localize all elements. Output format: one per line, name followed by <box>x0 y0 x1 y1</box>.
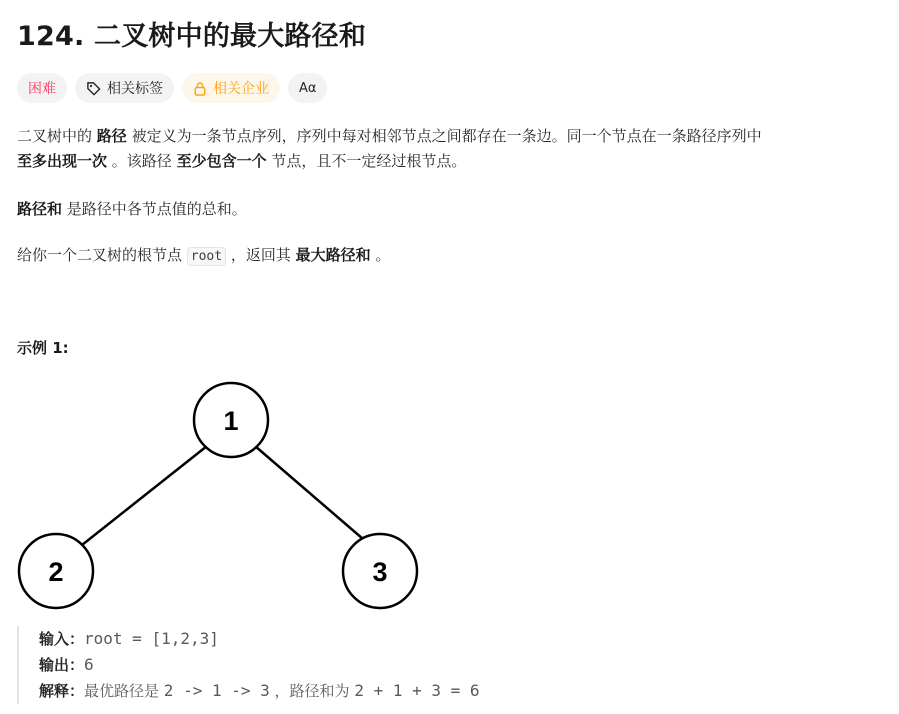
example-input-line <box>39 626 480 652</box>
input-value: root = [1,2,3] <box>84 629 219 648</box>
tree-node-label: 3 <box>372 557 388 587</box>
description-paragraph-1 <box>17 124 887 174</box>
explanation-text: 最优路径是 <box>84 682 164 700</box>
input-label: 输入： <box>39 630 85 648</box>
tag-row <box>17 73 327 103</box>
desc-bold: 至少包含一个 <box>176 152 267 170</box>
explanation-label: 解释： <box>39 682 85 700</box>
desc-bold: 至多出现一次 <box>17 152 108 170</box>
explanation-sum: 2 + 1 + 3 = 6 <box>354 681 480 700</box>
example-title: 示例 1: <box>17 339 69 357</box>
desc-text: 是路径中各节点值的总和。 <box>62 200 247 218</box>
description-paragraph-3 <box>17 243 887 269</box>
tree-node-label: 1 <box>223 406 239 436</box>
tag-icon <box>86 81 101 96</box>
difficulty-badge[interactable] <box>17 73 67 103</box>
example-explanation-line <box>39 678 480 704</box>
desc-bold: 最大路径和 <box>295 246 371 264</box>
explanation-path: 2 -> 1 -> 3 <box>163 681 270 700</box>
desc-text: 。该路径 <box>107 152 177 170</box>
difficulty-label: 困难 <box>28 81 56 97</box>
example-tree-image <box>17 378 427 610</box>
desc-text: 节点，且不一定经过根节点。 <box>266 152 467 170</box>
translate-button[interactable] <box>288 73 327 103</box>
related-companies-button[interactable] <box>182 73 280 103</box>
description-paragraph-2 <box>17 197 887 222</box>
example-io-block <box>17 626 480 704</box>
desc-bold: 路径和 <box>17 200 63 218</box>
tree-edge-right <box>255 446 370 545</box>
inline-code-root: root <box>187 247 226 266</box>
related-tags-label: 相关标签 <box>107 81 163 97</box>
problem-title: 124. 二叉树中的最大路径和 <box>17 21 367 52</box>
example-output-line <box>39 652 480 678</box>
desc-text: 。 <box>370 246 391 264</box>
desc-text: 被定义为一条节点序列，序列中每对相邻节点之间都存在一条边。同一个节点在一条路径序列中 <box>126 127 762 145</box>
translate-icon: Aα <box>299 80 317 96</box>
output-label: 输出： <box>39 656 85 674</box>
desc-text: 给你一个二叉树的根节点 <box>17 246 187 264</box>
desc-text: ，返回其 <box>226 246 296 264</box>
lock-icon <box>193 81 207 96</box>
related-companies-label: 相关企业 <box>213 81 269 97</box>
explanation-text: ，路径和为 <box>269 682 355 700</box>
desc-bold: 路径 <box>96 127 127 145</box>
output-value: 6 <box>84 655 94 674</box>
desc-text: 二叉树中的 <box>17 127 97 145</box>
related-tags-button[interactable] <box>75 73 174 103</box>
tree-node-label: 2 <box>48 557 64 587</box>
tree-edge-left <box>82 446 207 545</box>
